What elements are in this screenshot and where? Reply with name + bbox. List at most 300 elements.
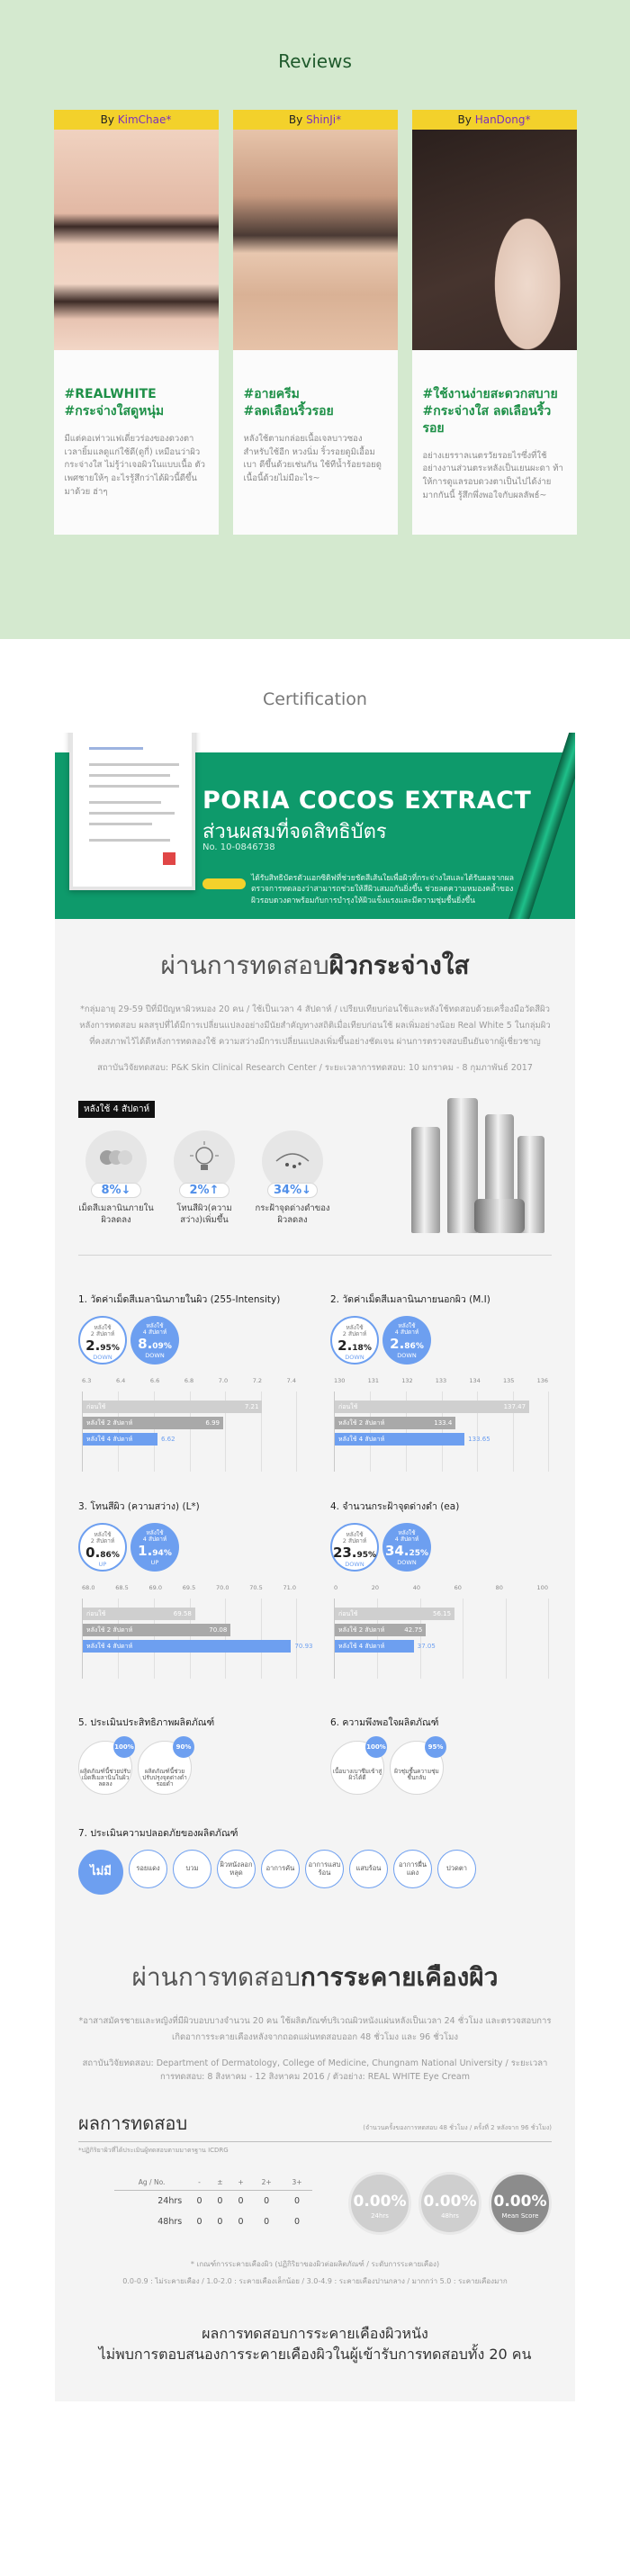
bar-chart <box>78 1584 313 1679</box>
change-value-int: 2. <box>390 1336 405 1353</box>
review-author <box>233 110 398 130</box>
change-circle-caption: 2 สัปดาห์ <box>342 1330 367 1338</box>
tick-label: 133 <box>435 1377 447 1385</box>
change-circles <box>330 1316 552 1365</box>
change-circles <box>78 1316 300 1365</box>
bar-label: หลังใช้ 4 สัปดาห์ <box>338 1436 385 1444</box>
review-tags <box>54 350 219 420</box>
tick-label: 0 <box>334 1584 338 1592</box>
tick-label: 136 <box>536 1377 548 1385</box>
certification-banner <box>55 733 575 919</box>
change-circle-caption: หลังใช้ <box>398 1529 416 1537</box>
summary-bubble <box>78 1130 154 1227</box>
irritation-title <box>78 1958 552 1997</box>
chart-title: 3. โทนสีผิว (ความสว่าง) (L*) <box>78 1501 200 1513</box>
bar-value: 6.62 <box>160 1436 176 1444</box>
change-value <box>130 1544 179 1559</box>
tick-label: 68.0 <box>82 1584 95 1592</box>
bar-chart <box>330 1584 552 1679</box>
measurement-chart <box>330 1499 552 1679</box>
summary-label: โทนสีผิว(ความสว่าง)เพิ่มขึ้น <box>176 1203 232 1225</box>
brightening-note: *กลุ่มอายุ 29-59 ปีที่มีปัญหาผิวหมอง 20 คน / ใช้เป็นเวลา 4 สัปดาห์ / เปรียบเทียบก่อนใช้และหลังใช้ทดสอบด้วยเครื่องมือวัดสีผิวหลังการทดสอบ ผลสรุปที่ได้มีการเปลี่ยนแปลงอย่างมีนัยสำคัญทางสถิติเมื่อเทียบก่อนใช้ ผลเพิ่มอย่างน้อย Real White 5 ในกลุ่มผิวที่คงสภาพไว้ได้ดีหลังการทดลองใช้ ความสว่างมีการเปลี่ยนแปลงเพิ่มขึ้นอย่างชัดเจน ผ่านการตรวจสอบยืนยันจากผู้เชี่ยวชาญ <box>79 1004 551 1048</box>
bar-chart <box>330 1377 552 1472</box>
tick-label: 6.4 <box>115 1377 126 1385</box>
change-value-int: 1. <box>138 1543 153 1560</box>
change-value-int: 23. <box>332 1545 357 1562</box>
bar-value: 6.99 <box>205 1419 220 1428</box>
result-body <box>78 2172 552 2235</box>
change-circle <box>78 1523 127 1572</box>
change-circle <box>78 1316 127 1365</box>
grid-line <box>261 1599 262 1679</box>
change-value-dec: 18% <box>352 1344 372 1354</box>
review-author-prefix: By <box>457 113 472 126</box>
review-tag: #กระจ่างใส ลดเลือนริ้วรอย <box>422 403 552 436</box>
bar-value: 69.58 <box>173 1610 192 1618</box>
doc-line <box>89 823 152 825</box>
change-circle-caption: หลังใช้ <box>146 1322 164 1330</box>
patent-subtitle: ส่วนผสมที่จดสิทธิบัตร <box>202 821 387 843</box>
bar <box>335 1640 436 1653</box>
review-text: อย่างเยรราลเนตรวัยรอยไรซึ่งที่ใช้อย่างงานส่วนตระหลังเป็นเยนผะดา ท้าให้การดูแลรอบดวงตาเป็นไปได้ง่ายมากกันนี้ รู้สึกพึ่งพอใจกับผลลัพธ์~ <box>422 450 563 500</box>
summary-label: กระฝ้าจุดด่างดำของผิวลดลง <box>255 1203 330 1225</box>
change-circle-caption: หลังใช้ <box>346 1531 364 1539</box>
review-tag: #ใช้งานง่ายสะดวกสบาย <box>422 387 558 401</box>
change-circle <box>382 1523 431 1572</box>
table-cell: 24hrs <box>158 2196 183 2207</box>
table-cell: 0 <box>264 2196 270 2207</box>
summary-bubbles <box>78 1130 375 1227</box>
irritation-table <box>114 2175 312 2232</box>
change-direction: DOWN <box>345 1354 364 1362</box>
change-direction: DOWN <box>345 1561 364 1569</box>
change-value <box>382 1544 431 1559</box>
result-note: *ปฏิกิริยาผิวที่ได้ประเมินผู้ทดสอบตามมาตรฐาน ICDRG <box>78 2147 229 2155</box>
bar-area <box>334 1392 548 1472</box>
certification-section <box>0 689 630 919</box>
bar-label: หลังใช้ 2 สัปดาห์ <box>338 1626 385 1635</box>
reviews-section <box>0 0 630 639</box>
summary-percent: 2%↑ <box>179 1183 230 1198</box>
table-cell: 48hrs <box>158 2217 183 2228</box>
change-circle <box>330 1316 379 1365</box>
change-circle <box>130 1316 179 1365</box>
efficacy-percent: 90% <box>173 1736 194 1758</box>
score-circle <box>418 2172 482 2235</box>
irritation-title-a: ผ่านการทดสอบ <box>131 1962 301 1993</box>
brightening-title <box>78 946 552 986</box>
chart-title: 1. วัดค่าเม็ดสีเมลานินภายในผิว (255-Intensity) <box>78 1294 281 1306</box>
result-title: ผลการทดสอบ <box>78 2112 188 2135</box>
grid-line <box>296 1392 297 1472</box>
water-drop-icon <box>390 1741 444 1795</box>
review-tags <box>412 350 577 437</box>
bar <box>335 1624 426 1636</box>
change-value <box>130 1337 179 1352</box>
safety-title: 7. ประเมินความปลอดภัยของผลิตภัณฑ์ <box>78 1828 238 1840</box>
tick-labels <box>78 1584 300 1591</box>
tick-label: 7.0 <box>218 1377 229 1385</box>
change-circle-caption: หลังใช้ <box>398 1322 416 1330</box>
doc-line <box>89 774 170 777</box>
change-value-dec: 94% <box>152 1549 172 1559</box>
efficacy-title: 5. ประเมินประสิทธิภาพผลิตภัณฑ์ <box>78 1717 215 1729</box>
eye-cream-icon <box>78 1741 132 1795</box>
measurement-chart <box>78 1499 313 1679</box>
bar-label: ก่อนใช้ <box>86 1403 106 1411</box>
change-circle-caption: หลังใช้ <box>346 1324 364 1332</box>
change-value-dec: 95% <box>100 1344 120 1354</box>
safety-item: รอยแดง <box>129 1850 167 1888</box>
change-direction: DOWN <box>397 1352 417 1360</box>
bar-value: 133.4 <box>434 1419 453 1428</box>
tick-label: 6.3 <box>82 1377 92 1385</box>
bar-value: 7.21 <box>244 1403 259 1411</box>
table-cell: 0 <box>196 2196 202 2207</box>
product-name: PORIA COCOS EXTRACT <box>202 787 532 815</box>
safety-block <box>78 1825 552 1895</box>
summary-percent: 34%↓ <box>267 1183 318 1198</box>
feeling-label: เนื้อบางเบาซึมเข้าสู่ผิวได้ดี <box>332 1768 382 1782</box>
bar <box>335 1433 490 1446</box>
summary-bubble <box>255 1130 330 1227</box>
irritation-note: *อาสาสมัครชายและหญิงที่มีผิวบอบบางจำนวน 20 คน ใช้ผลิตภัณฑ์บริเวณผิวหนังแผ่นหลังเป็นเวลา 24 ชั่วโมง และตรวจสอบการเกิดอาการระคายเคืองหลังจากถอดแผ่นทดสอบออก 48 ชั่วโมง และ 96 ชั่วโมง <box>78 2016 552 2043</box>
score-value: 0.00% <box>423 2193 477 2211</box>
feeling-percent: 95% <box>425 1736 446 1758</box>
reviews-title: Reviews <box>278 50 352 72</box>
change-circle <box>330 1523 379 1572</box>
change-value-dec: 95% <box>356 1551 377 1561</box>
doc-line <box>89 839 170 842</box>
review-card[interactable] <box>54 110 219 535</box>
bar <box>335 1608 454 1620</box>
bar-label: หลังใช้ 2 สัปดาห์ <box>86 1626 133 1635</box>
review-author-prefix: By <box>100 113 114 126</box>
doc-line <box>89 763 179 766</box>
bar <box>83 1608 195 1620</box>
bar-value: 137.47 <box>503 1403 526 1411</box>
table-cell: 0 <box>238 2196 244 2207</box>
bar <box>83 1417 223 1429</box>
grid-line <box>506 1599 507 1679</box>
safety-item: แสบร้อน <box>349 1850 388 1888</box>
review-author <box>54 110 219 130</box>
bar-value: 42.75 <box>404 1626 423 1635</box>
measurement-chart <box>330 1292 552 1472</box>
grid-line <box>548 1392 549 1472</box>
efficacy-block <box>78 1715 300 1795</box>
safety-item: อาการแสบร้อน <box>305 1850 344 1888</box>
product-bottle <box>411 1127 440 1233</box>
bar-value: 56.15 <box>433 1610 452 1618</box>
bar-label: หลังใช้ 4 สัปดาห์ <box>86 1643 133 1651</box>
tick-label: 7.2 <box>252 1377 263 1385</box>
bar <box>83 1624 230 1636</box>
page-bottom-spacer <box>0 2401 630 2437</box>
doc-line <box>89 812 175 815</box>
review-author-name: KimChae* <box>117 113 172 126</box>
brightening-title-a: ผ่านการทดสอบ <box>160 950 329 980</box>
change-value-dec: 09% <box>152 1342 172 1352</box>
summary-label: เม็ดสีเมลานินภายในผิวลดลง <box>78 1203 154 1225</box>
change-value <box>80 1338 125 1354</box>
review-photo <box>412 130 577 350</box>
tick-label: 20 <box>371 1584 380 1592</box>
patent-number: No. 10-0846738 <box>202 842 275 852</box>
change-value-int: 0. <box>86 1545 101 1562</box>
brightening-test-section <box>55 919 575 1922</box>
score-circle <box>489 2172 552 2235</box>
bar-value: 37.05 <box>417 1643 436 1651</box>
tick-label: 100 <box>536 1584 548 1592</box>
table-header: 3+ <box>282 2175 312 2191</box>
score-label: 24hrs <box>371 2212 389 2220</box>
safety-item: อาการคัน <box>261 1850 300 1888</box>
table-cell: 0 <box>217 2217 223 2228</box>
review-text: หลังใช้ตามกล่อยเนื้อเจลบาวซองสำหรับใช้อีก หวงนิ่ม ริ้วรอยดูมิเอื้อมเบา ดีขึ้นด้วยเช่นกัน ใช้ทีน้ำร้อยรอยดูเนื้อนี้ด้วยไม่มีอะไร~ <box>243 433 382 483</box>
after-4-weeks-summary <box>78 1098 552 1233</box>
table-cell: 0 <box>294 2217 301 2228</box>
tick-labels <box>330 1584 552 1591</box>
change-circle-caption: 2 สัปดาห์ <box>90 1330 115 1338</box>
product-jar <box>474 1199 525 1233</box>
grid-line <box>296 1599 297 1679</box>
change-circle-caption: หลังใช้ <box>94 1531 112 1539</box>
bar-value: 70.08 <box>209 1626 228 1635</box>
efficacy-label: ผลิตภัณฑ์นี้ช่วยปรับปรุงจุดด่างดำรอยดำ <box>142 1768 187 1788</box>
feeling-label: ผิวชุ่มชื้นความชุ่มชื้นกลับ <box>394 1768 439 1782</box>
tick-label: 69.0 <box>148 1584 162 1592</box>
bar <box>83 1640 313 1653</box>
bar-area <box>82 1392 296 1472</box>
change-direction: DOWN <box>397 1559 417 1567</box>
tick-label: 40 <box>412 1584 421 1592</box>
table-cell: 0 <box>217 2196 223 2207</box>
certificate-document <box>69 733 195 890</box>
bar-value: 70.93 <box>294 1643 313 1651</box>
change-value-int: 34. <box>384 1543 410 1560</box>
tick-label: 132 <box>401 1377 413 1385</box>
change-circle-caption: 4 สัปดาห์ <box>394 1329 419 1337</box>
review-author-name: ShinJi* <box>306 113 342 126</box>
doc-line <box>89 785 179 788</box>
table-cell: 0 <box>238 2217 244 2228</box>
irritation-test-section <box>55 1922 575 2400</box>
bar <box>335 1401 529 1413</box>
bar-label: ก่อนใช้ <box>338 1403 358 1411</box>
review-tag: #ลดเลือนริ้วรอย <box>243 403 334 419</box>
safety-item: ไม่มี <box>78 1850 123 1895</box>
change-circles <box>330 1523 552 1572</box>
tick-label: 7.4 <box>286 1377 296 1385</box>
feeling-block <box>330 1715 552 1795</box>
bar-label: หลังใช้ 4 สัปดาห์ <box>86 1436 133 1444</box>
brightening-title-b: ผิวกระจ่างใส <box>328 950 470 980</box>
tick-labels <box>330 1377 552 1384</box>
bar-label: หลังใช้ 2 สัปดาห์ <box>338 1419 385 1428</box>
section-divider <box>78 1255 552 1256</box>
table-header: ± <box>210 2175 230 2191</box>
bar <box>83 1401 262 1413</box>
result-subtitle: (จำนวนครั้งของการทดสอบ 48 ชั่วโมง / ครั้งที่ 2 หลังจาก 96 ชั่วโมง) <box>363 2124 552 2132</box>
grid-line <box>548 1599 549 1679</box>
grid-line <box>463 1599 464 1679</box>
bar-label: หลังใช้ 4 สัปดาห์ <box>338 1643 385 1651</box>
conclusion-line: ผลการทดสอบการระคายเคืองผิวหนัง <box>202 2325 428 2343</box>
safety-item: อาการผื่นแดง <box>393 1850 432 1888</box>
tick-label: 6.8 <box>184 1377 194 1385</box>
efficacy-label: ผลิตภัณฑ์นี้ช่วยปรับเม็ดสีเมลานินในผิวลดลง <box>80 1768 130 1788</box>
bar-area <box>334 1599 548 1679</box>
review-card[interactable] <box>233 110 398 535</box>
change-circle-caption: 4 สัปดาห์ <box>142 1536 167 1544</box>
chart-title: 4. จำนวนกระฝ้าจุดด่างดำ (ea) <box>330 1501 460 1513</box>
result-header <box>78 2109 552 2142</box>
tick-label: 68.5 <box>115 1584 129 1592</box>
criteria-scale: 0.0-0.9 : ไม่ระคายเคือง / 1.0-2.0 : ระคายเคืองเล็กน้อย / 3.0-4.9 : ระคายเคืองปานกลาง / มากกว่า 5.0 : ระคายเคืองมาก <box>122 2277 508 2286</box>
tick-label: 6.6 <box>149 1377 160 1385</box>
product-bottle <box>447 1098 478 1233</box>
tick-label: 135 <box>502 1377 515 1385</box>
chart-title: 2. วัดค่าเม็ดสีเมลานินภายนอกผิว (M.I) <box>330 1294 490 1306</box>
change-circle <box>130 1523 179 1572</box>
tick-label: 131 <box>367 1377 380 1385</box>
review-tag: #REALWHITE <box>64 387 157 401</box>
texture-icon <box>330 1741 384 1795</box>
tick-label: 60 <box>454 1584 462 1592</box>
certificate-seal <box>163 852 176 865</box>
change-circle-caption: 4 สัปดาห์ <box>394 1536 419 1544</box>
tick-label: 130 <box>334 1377 346 1385</box>
change-circle-caption: 2 สัปดาห์ <box>342 1537 367 1545</box>
table-cell: 0 <box>196 2217 202 2228</box>
table-row <box>114 2191 312 2212</box>
change-circle-caption: หลังใช้ <box>94 1324 112 1332</box>
change-value <box>80 1545 125 1561</box>
safety-item: ผิวหนังลอกหลุด <box>217 1850 256 1888</box>
doc-line <box>89 747 143 750</box>
after-4-weeks-tag: หลังใช้ 4 สัปดาห์ <box>78 1101 155 1118</box>
change-value <box>382 1337 431 1352</box>
change-direction: DOWN <box>145 1352 165 1360</box>
table-cell: 0 <box>294 2196 301 2207</box>
efficacy-percent: 100% <box>113 1736 135 1758</box>
review-author-name: HanDong* <box>474 113 531 126</box>
review-card[interactable] <box>412 110 577 535</box>
certification-title: Certification <box>263 689 367 709</box>
satisfaction-grid <box>78 1715 552 1795</box>
review-tag: #กระจ่างใสดูหนุ่ม <box>64 403 165 419</box>
score-label: 48hrs <box>441 2212 459 2220</box>
bar-label: หลังใช้ 2 สัปดาห์ <box>86 1419 133 1428</box>
feeling-percent: 100% <box>365 1736 387 1758</box>
patent-description: ได้รับสิทธิบัตรตัวแอกซิดิฟที่ช่วยชัดสีเส้นใยเพื่อผิวที่กระจ่างใสและได้รับผลจากผลตรวจการทดลองว่าสามารถช่วยให้สีผิวเสมอกันยิ่งขึ้น ช่วยลดความหมองคล้ำของผิวรอบดวงตาพร้อมกับการบำรุงให้ผิวแข็งแรงและมีความชุ่มชื้นยิ่งขึ้น <box>251 874 514 905</box>
change-circles <box>78 1523 300 1572</box>
change-circle-caption: หลังใช้ <box>146 1529 164 1537</box>
tick-label: 69.5 <box>182 1584 196 1592</box>
review-tag: #อายครีม <box>243 387 300 401</box>
safety-item: บวม <box>173 1850 212 1888</box>
product-lineup-image <box>375 1098 552 1233</box>
irritation-meta: สถาบันวิจัยทดสอบ: Department of Dermatology, College of Medicine, Chungnam National University / ระยะเวลาการทดสอบ: 8 สิงหาคม - 12 สิงหาคม 2016 / ตัวอย่าง: REAL WHITE Eye Cream <box>82 2058 548 2083</box>
grid-line <box>225 1599 226 1679</box>
review-cards <box>0 110 630 535</box>
review-author <box>412 110 577 130</box>
bar-area <box>82 1599 313 1679</box>
table-header: 2+ <box>251 2175 282 2191</box>
bar <box>83 1433 176 1446</box>
review-text: มีแต่คอเท่าวแฟเดี่ยวร่องของดวงตา เวลายิ้มแลดูแก่ใช้ดี(ดูกี่) เหมือนว่าผิว กระจ่างใส ไม่รู้ว่าเจอผิวในแบบเนื้อ ตัวเพศชายให้ๆ อะไรรู้สึกว่าได้ผิวนี้ดีขึ้นมาด้วย ฮ่าๆ <box>64 433 205 497</box>
table-header: + <box>230 2175 251 2191</box>
change-value-int: 8. <box>138 1336 153 1353</box>
doc-line <box>89 801 161 804</box>
tick-label: 80 <box>495 1584 503 1592</box>
patent-pill <box>202 878 246 889</box>
bar <box>335 1417 455 1429</box>
change-value-dec: 86% <box>404 1342 424 1352</box>
change-value-int: 2. <box>86 1338 101 1355</box>
criteria-footnote: * เกณฑ์การระคายเคืองผิว (ปฏิกิริยาของผิวต่อผลิตภัณฑ์ / ระดับการระคายเคือง) <box>190 2260 440 2269</box>
change-direction: UP <box>98 1561 107 1569</box>
change-value-int: 2. <box>338 1338 353 1355</box>
change-circle-caption: 2 สัปดาห์ <box>90 1537 115 1545</box>
conclusion-line: ไม่พบการตอบสนองการระคายเคืองผิวในผู้เข้ารับการทดสอบทั้ง 20 คน <box>98 2346 532 2364</box>
review-author-prefix: By <box>288 113 303 126</box>
score-value: 0.00% <box>353 2193 407 2211</box>
tick-label: 70.0 <box>216 1584 230 1592</box>
review-tags <box>233 350 398 420</box>
tick-label: 71.0 <box>283 1584 296 1592</box>
table-cell: 0 <box>264 2217 270 2228</box>
feeling-title: 6. ความพึงพอใจผลิตภัณฑ์ <box>330 1717 439 1729</box>
tick-label: 70.5 <box>249 1584 263 1592</box>
tick-labels <box>78 1377 300 1384</box>
change-direction: DOWN <box>93 1354 112 1362</box>
change-value <box>332 1545 377 1561</box>
brightening-meta: สถาบันวิจัยทดสอบ: P&K Skin Clinical Research Center / ระยะเวลาการทดสอบ: 10 มกราคม - 8 กุมภาพันธ์ 2017 <box>97 1063 533 1074</box>
irritation-scores <box>348 2172 552 2235</box>
change-circle-caption: 4 สัปดาห์ <box>142 1329 167 1337</box>
change-value-dec: 86% <box>100 1551 120 1561</box>
irritation-conclusion <box>78 2323 552 2364</box>
change-value-dec: 25% <box>409 1549 429 1559</box>
table-row <box>114 2211 312 2232</box>
face-spot-icon <box>138 1741 192 1795</box>
change-value <box>332 1338 377 1354</box>
review-photo <box>54 130 219 350</box>
table-header: - <box>189 2175 210 2191</box>
irritation-title-b: การระคายเคืองผิว <box>300 1962 499 1993</box>
safety-items <box>78 1850 552 1895</box>
change-direction: UP <box>150 1559 159 1567</box>
bar-value: 133.65 <box>468 1436 490 1444</box>
score-value: 0.00% <box>493 2193 547 2211</box>
bar-label: ก่อนใช้ <box>86 1610 106 1618</box>
measurement-chart <box>78 1292 300 1472</box>
score-label: Mean Score <box>501 2212 539 2220</box>
tick-label: 134 <box>469 1377 481 1385</box>
summary-bubble <box>166 1130 242 1227</box>
summary-percent: 8%↓ <box>91 1183 141 1198</box>
safety-item: ปวดตา <box>437 1850 476 1888</box>
table-header: Ag / No. <box>114 2175 189 2191</box>
review-photo <box>233 130 398 350</box>
bar-chart <box>78 1377 300 1472</box>
score-circle <box>348 2172 411 2235</box>
change-circle <box>382 1316 431 1365</box>
measurement-charts <box>78 1292 552 1679</box>
bar-label: ก่อนใช้ <box>338 1610 358 1618</box>
